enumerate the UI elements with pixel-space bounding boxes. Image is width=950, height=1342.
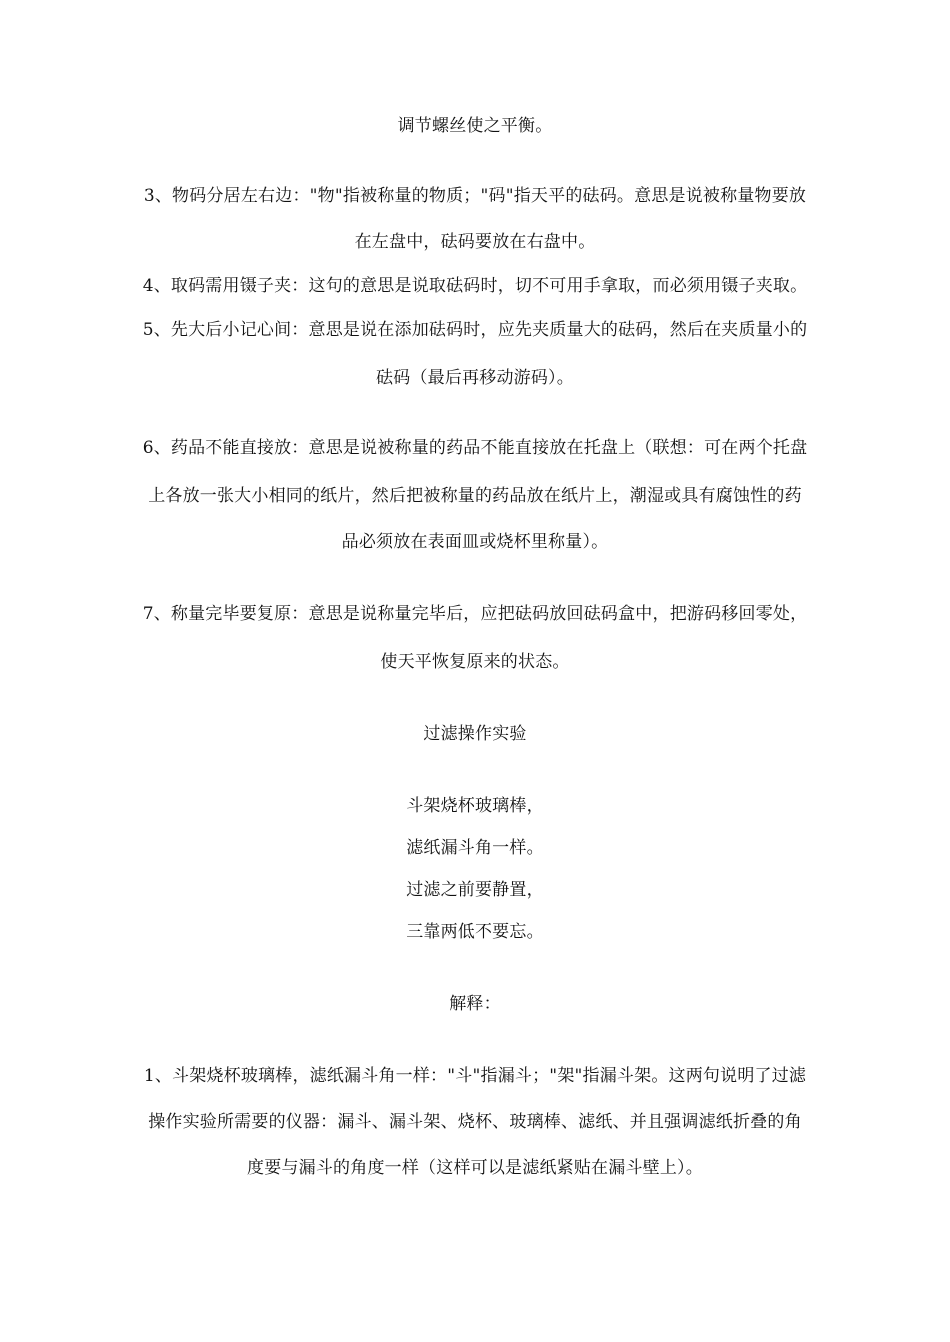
text-line: 1、斗架烧杯玻璃棒，滤纸漏斗角一样："斗"指漏斗；"架"指漏斗架。这两句说明了过滤 [143,1066,807,1086]
verse-line: 三靠两低不要忘。 [406,922,544,942]
text-line: 7、称量完毕要复原：意思是说称量完毕后，应把砝码放回砝码盒中，把游码移回零处， [142,604,808,624]
text-line: 5、先大后小记心间：意思是说在添加砝码时，应先夹质量大的砝码，然后在夹质量小的 [142,320,808,340]
text-line: 使天平恢复原来的状态。 [380,652,570,672]
text-line: 砝码（最后再移动游码）。 [376,368,574,388]
verse-line: 斗架烧杯玻璃棒， [406,796,544,816]
text-line: 上各放一张大小相同的纸片，然后把被称量的药品放在纸片上，潮湿或具有腐蚀性的药 [148,486,802,506]
text-line: 度要与漏斗的角度一样（这样可以是滤纸紧贴在漏斗壁上）。 [247,1158,703,1178]
verse-line: 过滤之前要静置， [406,880,544,900]
text-line: 在左盘中，砝码要放在右盘中。 [354,232,596,252]
verse-line: 滤纸漏斗角一样。 [406,838,544,858]
text-line: 6、药品不能直接放：意思是说被称量的药品不能直接放在托盘上（联想：可在两个托盘 [142,438,808,458]
text-line: 操作实验所需要的仪器：漏斗、漏斗架、烧杯、玻璃棒、滤纸、并且强调滤纸折叠的角 [148,1112,802,1132]
text-line: 4、取码需用镊子夹：这句的意思是说取砝码时，切不可用手拿取，而必须用镊子夹取。 [142,276,808,296]
text-line: 调节螺丝使之平衡。 [397,116,553,136]
explanation-heading: 解释： [449,994,501,1014]
section-title: 过滤操作实验 [423,724,527,744]
text-line: 品必须放在表面皿或烧杯里称量）。 [341,532,609,552]
text-line: 3、物码分居左右边："物"指被称量的物质；"码"指天平的砝码。意思是说被称量物要放 [143,186,807,206]
